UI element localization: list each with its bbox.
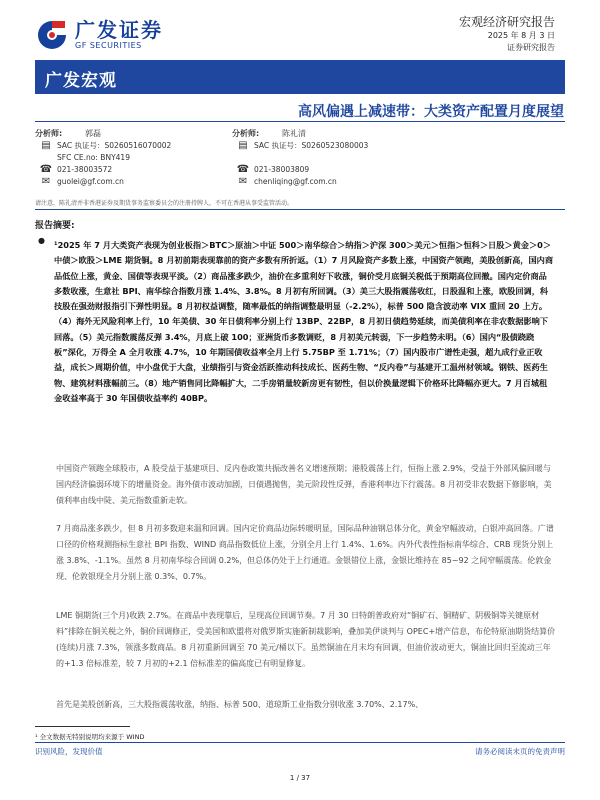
- id-card-icon: ▤: [238, 140, 248, 151]
- title-rule: [35, 121, 565, 122]
- section-rule: [35, 209, 565, 210]
- report-title: 高风偏遇上减速带：大类资产配置月度展望: [298, 104, 564, 120]
- summary-heading: 报告摘要:: [35, 221, 75, 231]
- footer-disclaimer: 请务必阅读末页的免责声明: [475, 747, 565, 756]
- brand-banner: [35, 60, 565, 94]
- body-paragraph-1: 中国资产领跑全球股市，A 股受益于基建项目、反内卷政策共振改善名义增速预期；港股震荡上行，恒指上涨 2.9%，受益于外部风偏回暖与国内经济偏弱环境下的增量资金。海外债市波动加剧，日债遇抛售，美元阶段性反弹，香港利率边下行震荡。8 月初受非农数据下修影响，美债利率由线中陡、美元指数重新走软。: [56, 464, 552, 505]
- company-logo: [35, 18, 163, 52]
- report-date: 2025 年 8 月 3 日: [487, 31, 555, 40]
- report-dept: 证券研究报告: [507, 43, 555, 52]
- analyst-email[interactable]: chenliqing@gf.com.cn: [254, 177, 337, 186]
- logo-cn-text: 广发证券: [75, 18, 163, 42]
- header-meta: [459, 14, 555, 54]
- footer-rule: [35, 742, 565, 743]
- body-paragraph-4: 首先是美股创新高，三大股指震荡收涨，纳指、标普 500、道琼斯工业指数分别收涨 3.70%、2.17%、: [56, 700, 424, 709]
- summary-text: ¹2025 年 7 月大类资产表现为创业板指＞BTC＞原油＞中证 500＞南华综合＞纳指＞沪深 300＞美元＞恒指＞恒科＞日股＞黄金＞0＞中债＞欧股＞LME 期货铜。8 月初前期表现靠前的资产多数有所折返。（1）7 月风险资产多数上涨，中国资产领跑，美股创新高，国内商品低位上涨，黄金、国债等表现平淡。（2）商品涨多跌少，油价在多重利好下收涨，铜价受月底铜关税低于预期高位回撤。国内定价商品多数收涨，生意社 BPI、南华综合指数月涨 1.4%、3.8%。8 月初有所回调。（3）美三大股指震荡收红，日股温和上涨，欧股回调，科技股在强劲财报指引下弹性明显。8 月初权益调整，随率最低的纳指调整最明显（-2.2%），标普 500 隐含波动率 VIX 重回 20 上方。（4）海外无风险利率上行，10 年美债、30 年日债利率分别上行 13BP、22BP，8 月初日债趋势延续，而美债利率在非农数据影响下回落。（5）美元指数震荡反弹 3.4%，月底上破 100；亚洲货币多数调贬，8 月初美元转弱，下一步趋势未明。（6）国内“股债跷跷板”深化，万得全 A 全月收涨 4.7%，10 年期国债收益率全月上行 5.75BP 至 1.71%；（7）国内股市广谱性走强，超九成行业正收益，成长＞周期价值，中小盘优于大盘，业绩指引与资金活跃推动科技成长、医药生物、“反内卷”与基建开工温州材领域。钢铁、医药生物、建筑材料涨幅前三。（8）地产销售同比降幅扩大，二手房销量较新房更有韧性，但以价换量逻辑下价格环比降幅亦更大。7 月百城租金收益率高于 30 年国债收益率约 40BP。: [54, 240, 554, 403]
- analyst-label: 分析师:: [35, 129, 63, 138]
- logo-en-text: GF SECURITIES: [75, 41, 142, 50]
- id-card-icon: ▤: [41, 140, 51, 151]
- body-paragraph-3: LME 铜期货(三个月)收跌 2.7%。在商品中表现靠后，呈现高位回调节奏。7 月 30 日特朗普政府对“铜矿石、铜精矿、阴极铜等关键原材料”排除在铜关税之外，铜价回调修正，受美国和欧盟将对俄罗斯实施新制裁影响，叠加美伊谈判与 OPEC+增产信息，布伦特原油期货结算价(连续)月涨 7.3%，领涨多数商品。8 月初重新回调至 70 美元/桶以下。虽然铜油在月末均有回调，但油价波动更大，铜油比回归至流动三年的+1.3 倍标准差，较 7 月初的+2.1 倍标准差的偏高度已有明显修复。: [56, 611, 556, 668]
- analyst-card-2: [232, 128, 368, 188]
- phone-icon: ☎: [236, 164, 250, 175]
- footnote-rule: [35, 726, 130, 727]
- analyst-name: 陈礼清: [282, 129, 306, 138]
- bullet-icon: ●: [38, 236, 45, 245]
- analyst-disclaimer: 请注意，陈礼清并非香港证券及期货事务监察委员会的注册持牌人，不可在香港从事受监管活动。: [35, 200, 294, 207]
- footer-slogan: 识别风险，发现价值: [35, 747, 103, 756]
- analyst-cfce: SFC CE.no: BNY419: [57, 153, 130, 162]
- email-icon: ✉: [238, 176, 248, 187]
- analyst-name: 郭磊: [85, 129, 101, 138]
- analyst-phone: 021-38003572: [57, 165, 113, 174]
- phone-icon: ☎: [39, 164, 53, 175]
- gf-logo-icon: [35, 18, 69, 52]
- email-icon: ✉: [41, 176, 51, 187]
- body-paragraph-2: 7 月商品涨多跌少，但 8 月初多数迎来温和回调。国内定价商品边际转暖明显，国际品种油钢总体分化，黄金窄幅波动，白银冲高回落。广谱口径的价格观测指标生意社 BPI 指数、WIND 商品指数低位上涨，分别全月上行 1.4%、1.6%。内外代表性指标南华综合、CRB 现货分别上涨 3.8%、-1.1%。虽然 8 月初南华综合回调 0.2%，但总体仍处于上行通道。金银错位上涨，金银比维持在 85~92 之间窄幅震荡。伦敦金现、伦敦银现全月分别上涨 0.3%、0.7%。: [56, 524, 554, 581]
- page-number: 1 / 37: [289, 774, 311, 782]
- analyst-label: 分析师:: [232, 129, 260, 138]
- footnote: ¹ 全文数据无特别说明均来源于 WIND: [35, 733, 145, 741]
- analyst-sac: SAC 执证号：S0260523080003: [254, 141, 369, 150]
- analyst-email[interactable]: guolei@gf.com.cn: [57, 177, 124, 186]
- analyst-phone: 021-38003809: [254, 165, 310, 174]
- analyst-card-1: [35, 128, 171, 188]
- brand-title: 广发宏观: [45, 71, 117, 91]
- report-type: 宏观经济研究报告: [458, 15, 555, 29]
- analyst-sac: SAC 执证号：S0260516070002: [57, 141, 172, 150]
